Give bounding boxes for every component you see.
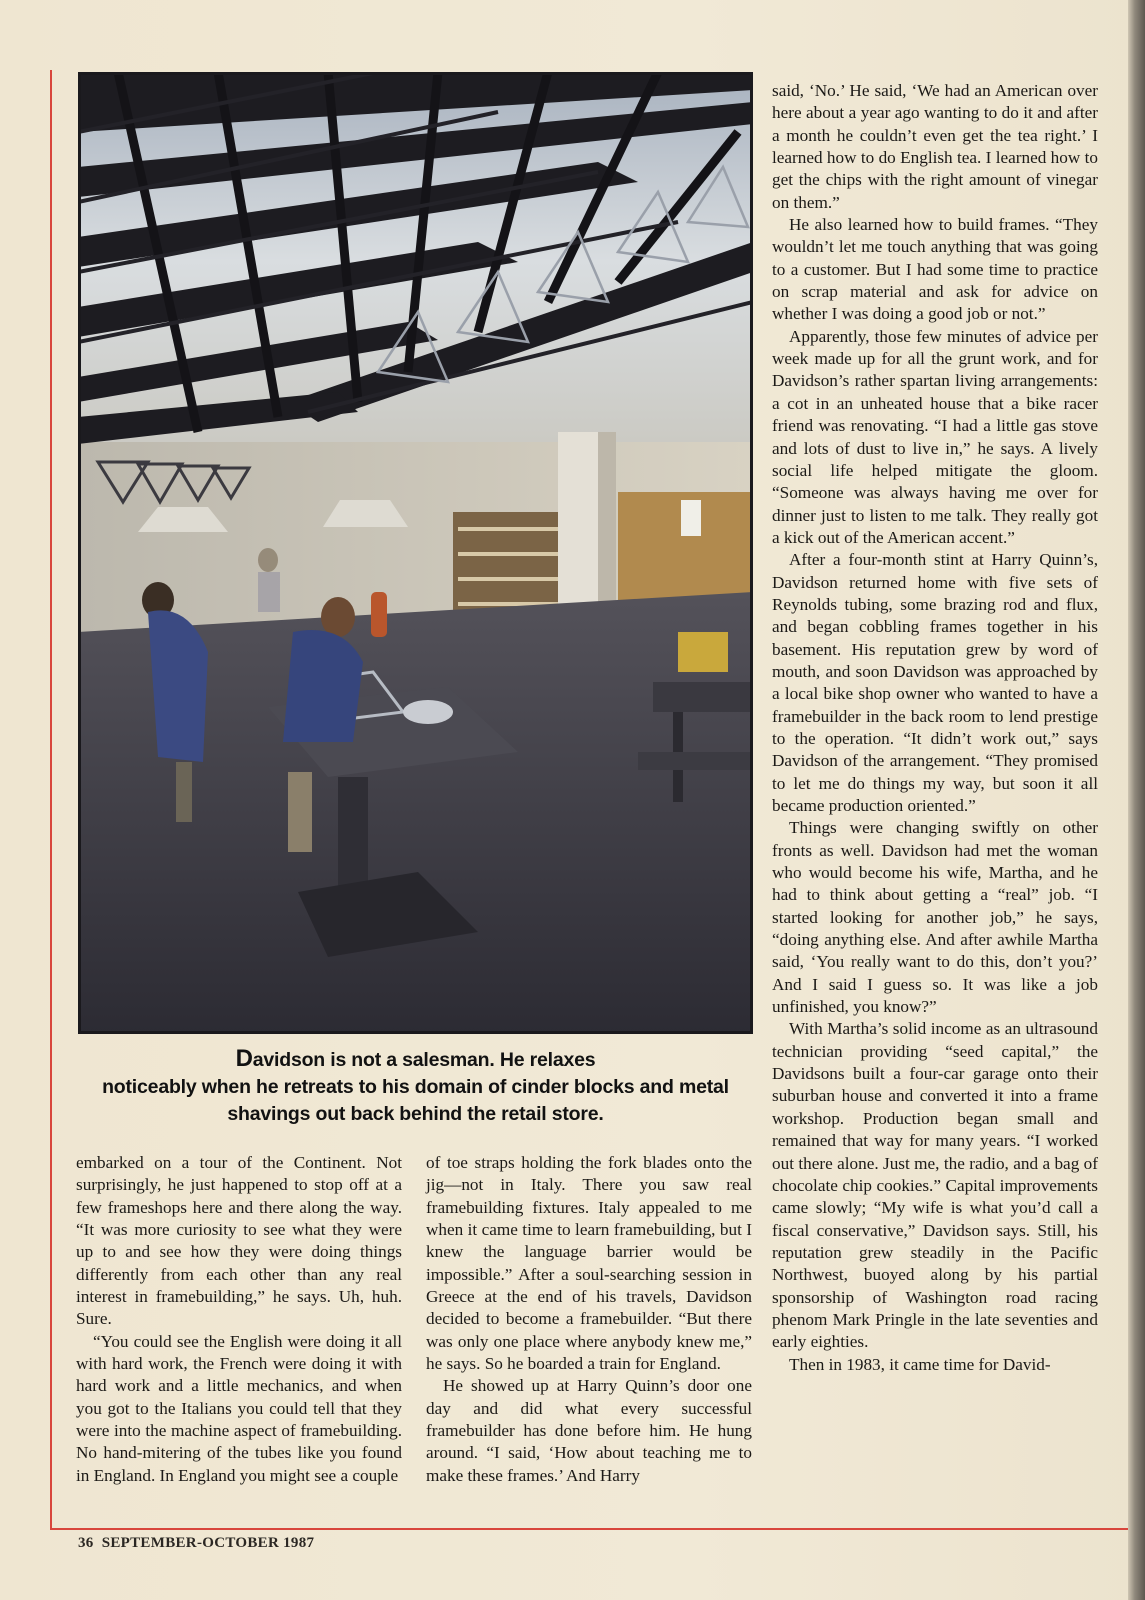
binding-edge: [1128, 0, 1145, 1600]
paragraph: Apparently, those few minutes of advice per week made up for all the grunt work, and for Davidson’s rather spartan living arrangements: a cot in an unheated house that a bike racer friend was renovating. “I had a little gas stove and lots of dust to live in,” he says. A lively social life helped mitigate the gloom. “Someone was always having me over for dinner just to listen to me talk. They really got a kick out of the American accent.”: [772, 326, 1098, 547]
paragraph: said, ‘No.’ He said, ‘We had an American over here about a year ago wanting to do it and after a month he couldn’t even get the tea right.’ I learned how to do English tea. I learned how to get the chips with the right amount of vinegar on them.”: [772, 81, 1098, 212]
bottom-margin-rule: [50, 1528, 1128, 1530]
paragraph: Things were changing swiftly on other fronts as well. Davidson had met the woman who would become his wife, Martha, and he had to think about getting a “real” job. “I started looking for another job,” he says, “doing anything else. And after awhile Martha said, ‘You really want to do this, don’t you?’ And I said I guess so. It was like a job unfinished, you know?”: [772, 818, 1098, 1017]
text-column-right: [772, 80, 1098, 1376]
paragraph: After a four-month stint at Harry Quinn’s, Davidson returned home with five sets of Reynolds tubing, some brazing rod and flux, and began cobbling frames together in his basement. His reputation grew by word of mouth, and soon Davidson was approached by a local bike shop owner who wanted to have a framebuilder in the back room to lend prestige to the operation. “It didn’t work out,” says Davidson of the arrangement. “They promised to let me do things my way, but soon it all became production oriented.”: [772, 550, 1098, 815]
page-number: 36: [78, 1535, 94, 1551]
paragraph: He showed up at Harry Quinn’s door one day and did what every successful framebuilder has done before him. He hung around. “I said, ‘How about teaching me to make these frames.’ And Harry: [426, 1376, 752, 1485]
paragraph: embarked on a tour of the Continent. Not surprisingly, he just happened to stop off at a few frameshops here and there along the way. “It was more curiosity to see what they were up to and see how they were doing things differently from each other than any real interest in framebuilding,” he says. Uh, huh. Sure.: [76, 1153, 402, 1329]
paragraph: Then in 1983, it came time for David-: [789, 1354, 1051, 1374]
caption-line-2: noticeably when he retreats to his domain of cinder blocks and metal: [102, 1076, 729, 1098]
photo-caption: [78, 1045, 753, 1128]
caption-line-3: shavings out back behind the retail store.: [227, 1103, 604, 1125]
workshop-photo: [78, 72, 753, 1034]
left-margin-rule: [50, 70, 52, 1530]
issue-date: SEPTEMBER-OCTOBER 1987: [101, 1535, 315, 1551]
caption-initial: D: [235, 1045, 253, 1072]
caption-line-1: Davidson is not a salesman. He relaxes: [235, 1045, 596, 1072]
text-column-left: [76, 1152, 402, 1487]
page-folio: [78, 1535, 314, 1552]
paragraph: He also learned how to build frames. “They wouldn’t let me touch anything that was going to a customer. But I had some time to practice on scrap material and ask for advice on whether I was doing a good job or not.”: [772, 215, 1098, 324]
text-column-middle: [426, 1152, 752, 1487]
paragraph: With Martha’s solid income as an ultrasound technician providing “seed capital,” the Davidsons built a four-car garage onto their suburban house and converted it into a frame workshop. Production began small and remained that way for many years. “I worked out there alone. Just me, the radio, and a bag of chocolate chip cookies.” Capital improvements came slowly; “My wife is what you’d call a fiscal conservative,” Davidson says. Still, his reputation grew steadily in the Pacific Northwest, buoyed along by his partial sponsorship of Washington road racing phenom Mark Pringle in the late seventies and early eighties.: [772, 1019, 1098, 1352]
paragraph: of toe straps holding the fork blades onto the jig—not in Italy. There you saw real framebuilding fixtures. Italy appealed to me when it came time to learn framebuilding, but I knew the language barrier would be impossible.” After a soul-searching session in Greece at the end of his travels, Davidson decided to become a framebuilder. “But there was only one place where anybody knew me,” he says. So he boarded a train for England.: [426, 1153, 752, 1374]
paragraph: “You could see the English were doing it all with hard work, the French were doing it with hard work and a little mechanics, and when you got to the Italians you could tell that they were into the machine aspect of framebuilding. No hand-mitering of the tubes like you found in England. In England you might see a couple: [76, 1331, 402, 1485]
